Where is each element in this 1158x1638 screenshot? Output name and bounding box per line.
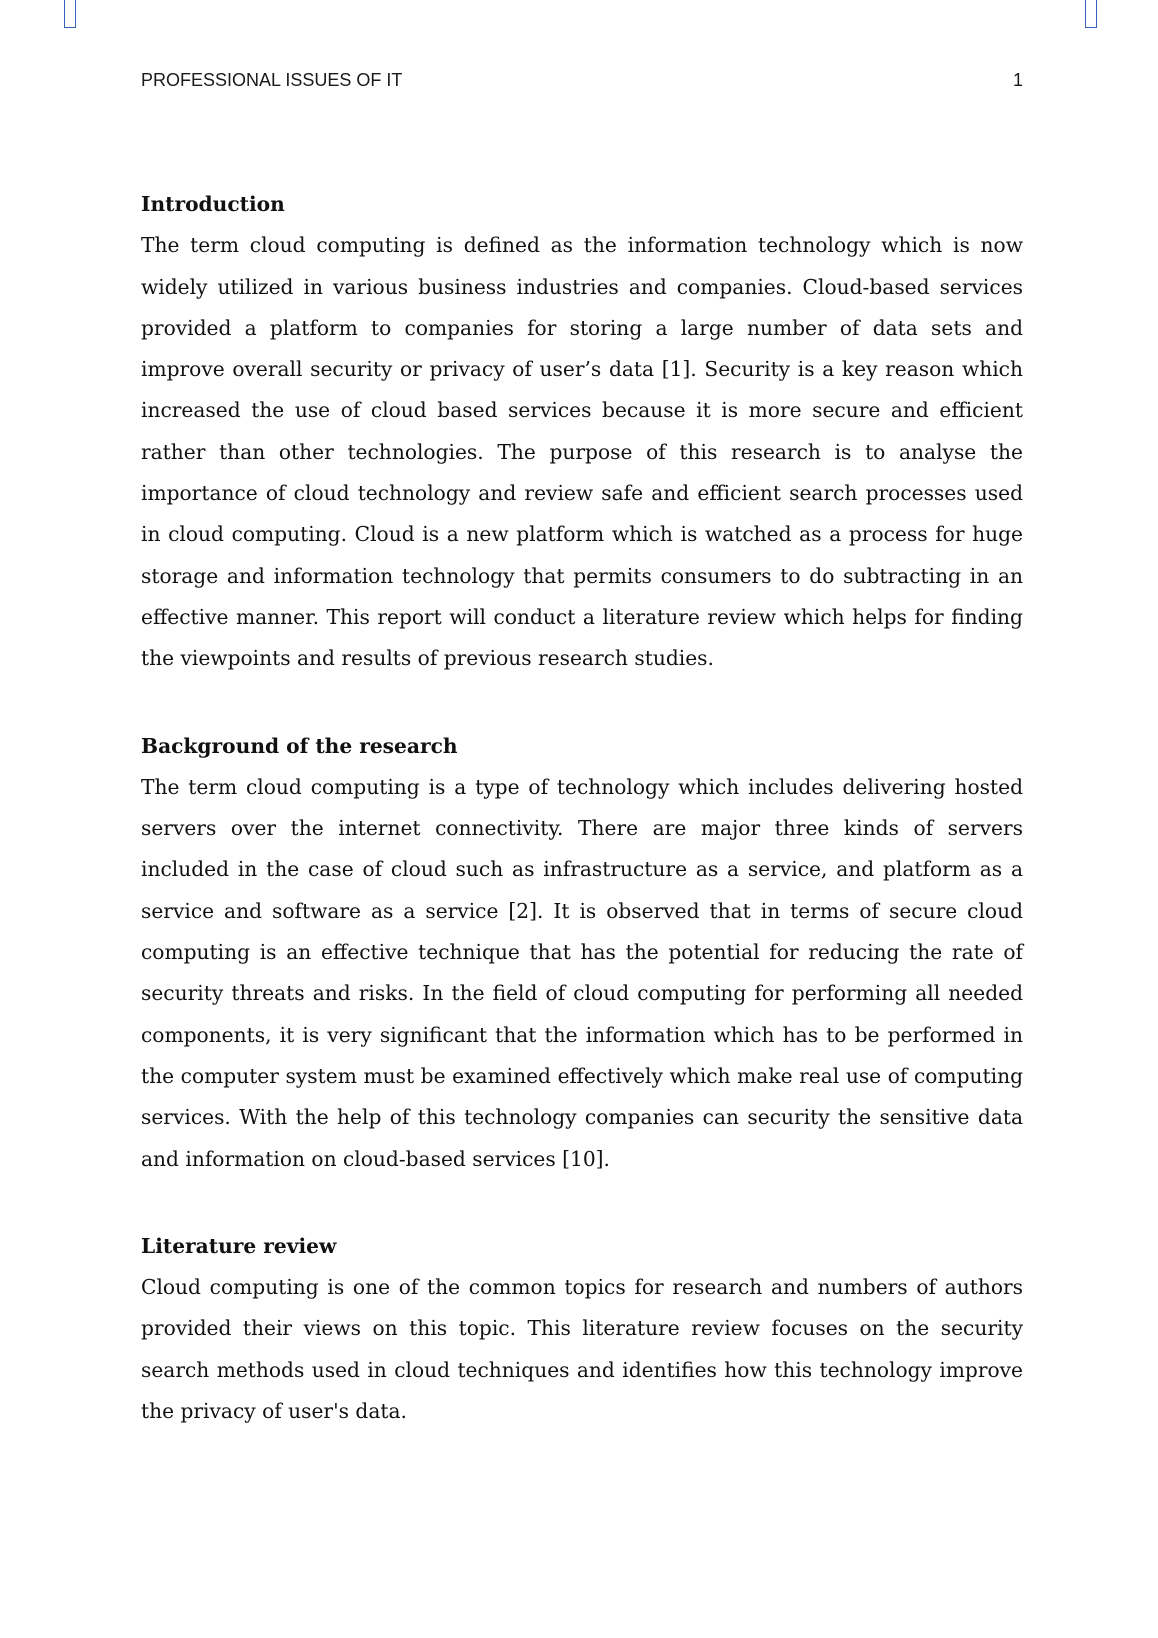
section-heading: Literature review bbox=[141, 1233, 337, 1258]
section-heading: Introduction bbox=[141, 192, 285, 216]
section-literature-review bbox=[141, 1226, 1023, 1432]
crop-mark-left bbox=[64, 0, 76, 28]
section-heading: Background of the research bbox=[141, 733, 458, 758]
crop-mark-right bbox=[1085, 0, 1097, 28]
section-background bbox=[141, 726, 1023, 1180]
page-header bbox=[141, 70, 1023, 91]
section-paragraph: Cloud computing is one of the common topics for research and numbers of authors provided their views on this topic. This literature review focuses on the security search methods used in cloud techniques and identifies how this technology improve the privacy of user's data. bbox=[141, 1275, 1023, 1424]
document-body bbox=[141, 184, 1023, 1478]
section-paragraph: The term cloud computing is a type of technology which includes delivering hosted servers over the internet connectivity. There are major three kinds of servers included in the case of cloud such as infrastructure as a service, and platform as a service and software as a service [2]. It is observed that in terms of secure cloud computing is an effective technique that has the potential for reducing the rate of security threats and risks. In the field of cloud computing for performing all needed components, it is very significant that the information which has to be performed in the computer system must be examined effectively which make real use of computing services. With the help of this technology companies can security the sensitive data and information on cloud-based services [10]. bbox=[141, 774, 1023, 1171]
section-introduction bbox=[141, 184, 1023, 680]
running-head-title: PROFESSIONAL ISSUES OF IT bbox=[141, 70, 403, 90]
section-paragraph: The term cloud computing is defined as the information technology which is now widely utilized in various business industries and companies. Cloud-based services provided a platform to companies for storing a large number of data sets and improve overall security or privacy of user’s data [1]. Security is a key reason which increased the use of cloud based services because it is more secure and efficient rather than other technologies. The purpose of this research is to analyse the importance of cloud technology and review safe and efficient search processes used in cloud computing. Cloud is a new platform which is watched as a process for huge storage and information technology that permits consumers to do subtracting in an effective manner. This report will conduct a literature review which helps for finding the viewpoints and results of previous research studies. bbox=[141, 233, 1023, 671]
page-number: 1 bbox=[1012, 70, 1023, 90]
